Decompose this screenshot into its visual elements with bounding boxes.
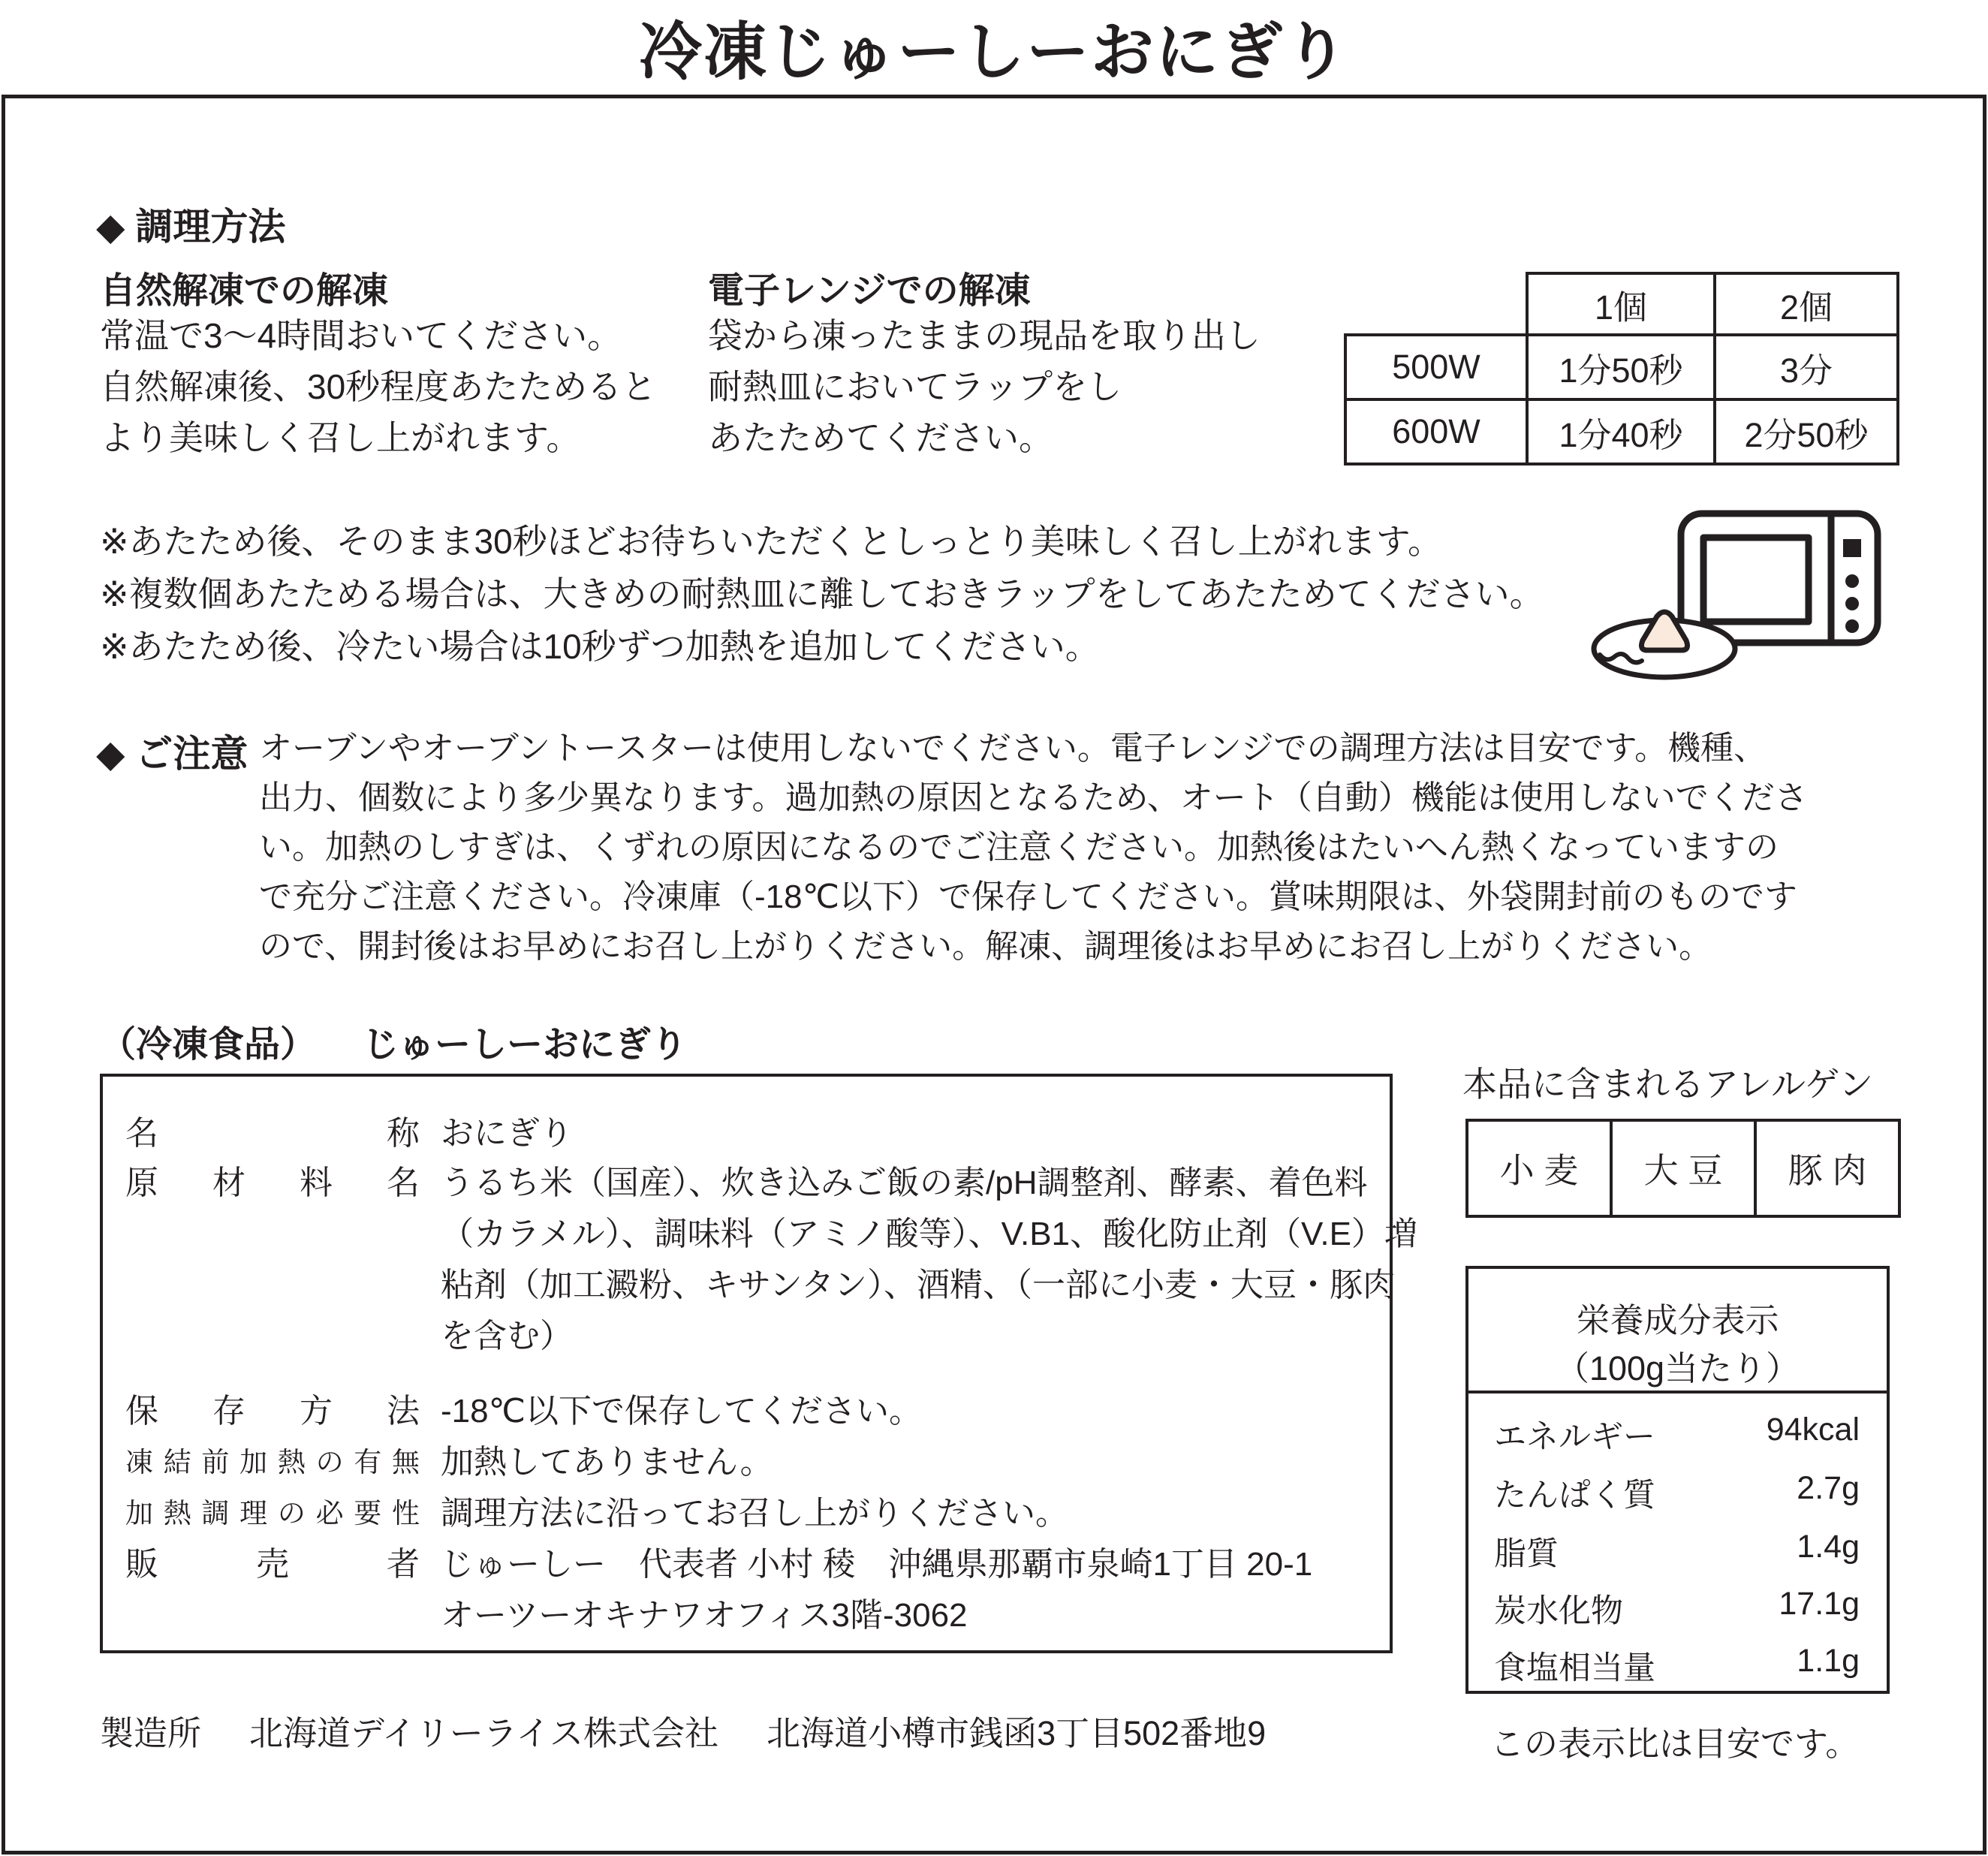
microwave-thaw-line: 耐熱皿においてラップをし	[708, 367, 1122, 406]
time-cell: 1分50秒	[1527, 335, 1715, 399]
table-col-header: 2個	[1715, 273, 1898, 335]
wattage-label: 600W	[1345, 399, 1527, 464]
product-category: （冷凍食品）	[100, 1025, 317, 1065]
product-info-box	[100, 1074, 1417, 1653]
allergen-cell: 豚 肉	[1755, 1120, 1899, 1216]
allergen-heading: 本品に含まれるアレルゲン	[1462, 1065, 1874, 1104]
field-label-name: 名称	[125, 1115, 420, 1152]
seller-line: じゅーしー 代表者 小村 稜 沖縄県那覇市泉崎1丁目 20-1	[441, 1546, 1313, 1583]
microwave-thaw-heading: 電子レンジでの解凍	[708, 271, 1031, 311]
nutrition-value: 2.7g	[1797, 1470, 1860, 1506]
nutrition-label: たんぱく質	[1494, 1478, 1655, 1514]
natural-thaw-line: 自然解凍後、30秒程度あたためると	[100, 367, 657, 406]
natural-thaw-line: より美味しく召し上がれます。	[100, 418, 581, 457]
ingredients-line: 粘剤（加工澱粉、キサンタン）、酒精、（一部に小麦・大豆・豚肉	[441, 1267, 1396, 1303]
nutrition-subtitle: （100g当たり）	[1555, 1349, 1800, 1387]
table-row	[1345, 335, 1898, 399]
manufacturer-label: 製造所	[100, 1714, 202, 1752]
manufacturer-company: 北海道デイリーライス株式会社	[249, 1714, 719, 1752]
microwave-thaw-line: 袋から凍ったままの現品を取り出し	[708, 316, 1261, 355]
field-value-storage: -18℃以下で保存してください。	[441, 1393, 923, 1430]
nutrition-label: 脂質	[1494, 1536, 1559, 1572]
natural-thaw-heading: 自然解凍での解凍	[100, 271, 389, 311]
field-label-heating: 加熱調理の必要性	[125, 1498, 420, 1529]
field-label-preheat: 凍結前加熱の有無	[125, 1447, 420, 1478]
ingredients-line: うるち米（国産）、炊き込みご飯の素/pH調整剤、酵素、着色料	[441, 1165, 1368, 1201]
field-value-preheat: 加熱してありません。	[441, 1444, 773, 1481]
nutrition-label: エネルギー	[1494, 1419, 1655, 1455]
product-name: じゅーしーおにぎり	[363, 1025, 688, 1065]
allergen-table	[1465, 1119, 1901, 1218]
nutrition-label: 炭水化物	[1494, 1593, 1623, 1629]
time-cell: 1分40秒	[1527, 399, 1715, 464]
allergen-row	[1467, 1120, 1899, 1216]
product-heading	[100, 1015, 687, 1067]
nutrition-value: 1.4g	[1797, 1529, 1860, 1565]
nutrition-footnote: この表示比は目安です。	[1490, 1725, 1860, 1763]
caution-line: い。加熱のしすぎは、くずれの原因になるのでご注意ください。加熱後はたいへん熱くなっていますの	[259, 829, 1779, 866]
time-cell: 2分50秒	[1715, 399, 1898, 464]
table-blank-cell	[1345, 273, 1527, 335]
nutrition-value: 1.1g	[1797, 1643, 1860, 1679]
note-line: ※あたため後、冷たい場合は10秒ずつ加熱を追加してください。	[100, 627, 1100, 666]
field-label-ingredients: 原材料名	[125, 1165, 420, 1201]
note-line: ※あたため後、そのまま30秒ほどお待ちいただくとしっとり美味しく召し上がれます。	[100, 522, 1443, 561]
time-cell: 3分	[1715, 335, 1898, 399]
cooking-method-heading: ◆ 調理方法	[96, 206, 286, 248]
field-value-name: おにぎり	[441, 1115, 573, 1152]
caution-heading: ◆ ご注意	[96, 733, 248, 775]
table-header-row	[1345, 273, 1898, 335]
nutrition-title: 栄養成分表示	[1576, 1301, 1779, 1339]
nutrition-value: 17.1g	[1779, 1586, 1860, 1622]
caution-line: で充分ご注意ください。冷凍庫（-18℃以下）で保存してください。賞味期限は、外袋開封前のものです	[259, 878, 1798, 915]
field-label-storage: 保存方法	[125, 1393, 420, 1430]
page-title: 冷凍じゅーしーおにぎり	[638, 17, 1349, 87]
ingredients-line: （カラメル）、調味料（アミノ酸等）、V.B1、酸化防止剤（V.E）増	[441, 1216, 1417, 1252]
note-line: ※複数個あたためる場合は、大きめの耐熱皿に離しておきラップをしてあたためてください。	[100, 574, 1544, 613]
table-col-header: 1個	[1527, 273, 1715, 335]
microwave-time-table	[1344, 272, 1899, 466]
nutrition-value: 94kcal	[1766, 1412, 1860, 1448]
caution-line: ので、開封後はお早めにお召し上がりください。解凍、調理後はお早めにお召し上がりください。	[259, 928, 1712, 965]
field-value-heating: 調理方法に沿ってお召し上がりください。	[441, 1495, 1068, 1532]
caution-paragraph	[259, 724, 1933, 972]
nutrition-box	[1465, 1266, 1890, 1694]
microwave-thaw-line: あたためてください。	[708, 418, 1053, 457]
manufacturer-address: 北海道小樽市銭函3丁目502番地9	[767, 1714, 1267, 1752]
natural-thaw-line: 常温で3〜4時間おいてください。	[100, 316, 622, 355]
table-row	[1345, 399, 1898, 464]
caution-line: 出力、個数により多少異なります。過加熱の原因となるため、オート（自動）機能は使用しないでくださ	[259, 779, 1808, 816]
seller-line: オーツーオキナワオフィス3階-3062	[441, 1597, 968, 1634]
wattage-label: 500W	[1345, 335, 1527, 399]
nutrition-divider	[1468, 1390, 1887, 1394]
allergen-cell: 大 豆	[1611, 1120, 1755, 1216]
ingredients-line: を含む）	[441, 1318, 573, 1354]
field-label-seller: 販売者	[125, 1546, 420, 1583]
microwave-icon	[1588, 505, 1896, 688]
allergen-cell: 小 麦	[1467, 1120, 1611, 1216]
caution-line: オーブンやオーブントースターは使用しないでください。電子レンジでの調理方法は目安です。機種、	[259, 730, 1767, 767]
manufacturer-line	[100, 1706, 1266, 1755]
nutrition-label: 食塩相当量	[1494, 1650, 1655, 1686]
